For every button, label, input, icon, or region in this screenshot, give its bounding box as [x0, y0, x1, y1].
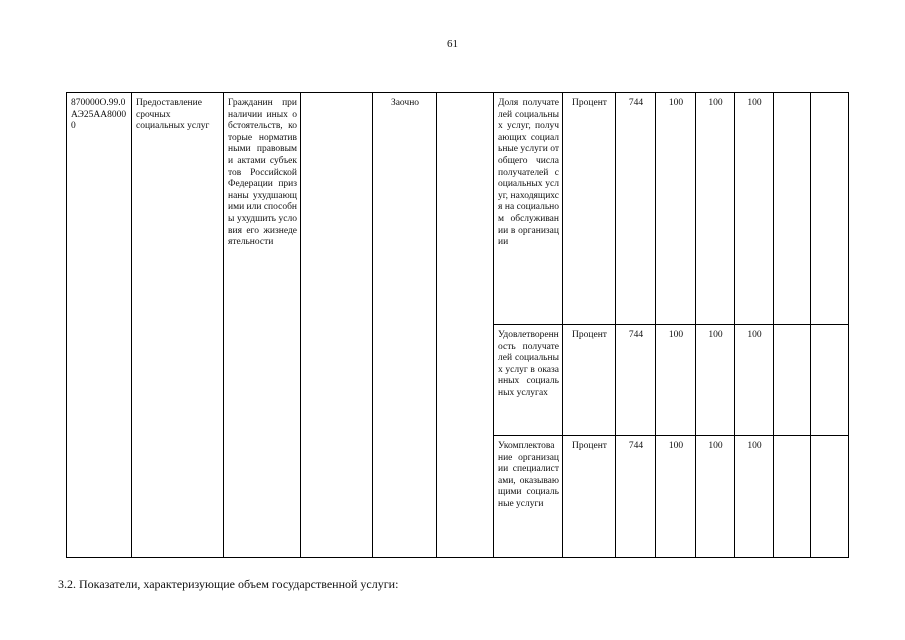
- page-number: 61: [447, 38, 458, 50]
- value-cell: 100: [735, 436, 774, 558]
- indicator-name-cell: Удовлетворенность получателей социальных услуг в оказанных социальных услугах: [494, 325, 563, 436]
- empty-cell: [301, 93, 373, 558]
- service-name-cell: Предоставление срочных социальных услуг: [132, 93, 224, 558]
- registry-code-cell: 870000О.99.0 АЭ25АА80000: [67, 93, 132, 558]
- value-cell: 100: [696, 325, 735, 436]
- empty-cell: [437, 93, 494, 558]
- okei-code-cell: 744: [616, 436, 656, 558]
- recipient-category-cell: Гражданин при наличии иных обстоятельств, которые нормативными правовыми актами субъектов Российской Федерации признаны ухудшающими или способны ухудшить условия его жизнедеятельности: [224, 93, 301, 558]
- okei-code-cell: 744: [616, 93, 656, 325]
- unit-cell: Процент: [563, 436, 616, 558]
- value-cell: 100: [656, 325, 696, 436]
- indicator-name-cell: Доля получателей социальных услуг, получающих социальные услуги от общего числа получателей социальных услуг, находящихся на социальном обслуживании в организации: [494, 93, 563, 325]
- section-caption: 3.2. Показатели, характеризующие объем государственной услуги:: [58, 577, 399, 591]
- empty-cell: [774, 93, 811, 325]
- value-cell: 100: [696, 93, 735, 325]
- empty-cell: [811, 436, 849, 558]
- service-form-cell: Заочно: [373, 93, 437, 558]
- okei-code-cell: 744: [616, 325, 656, 436]
- value-cell: 100: [735, 93, 774, 325]
- value-cell: 100: [735, 325, 774, 436]
- quality-indicators-table: [66, 92, 849, 558]
- empty-cell: [774, 436, 811, 558]
- indicator-name-cell: Укомплектование организации специалистами, оказывающими социальные услуги: [494, 436, 563, 558]
- empty-cell: [774, 325, 811, 436]
- value-cell: 100: [696, 436, 735, 558]
- value-cell: 100: [656, 93, 696, 325]
- unit-cell: Процент: [563, 93, 616, 325]
- table-row: [67, 93, 849, 325]
- unit-cell: Процент: [563, 325, 616, 436]
- empty-cell: [811, 93, 849, 325]
- value-cell: 100: [656, 436, 696, 558]
- empty-cell: [811, 325, 849, 436]
